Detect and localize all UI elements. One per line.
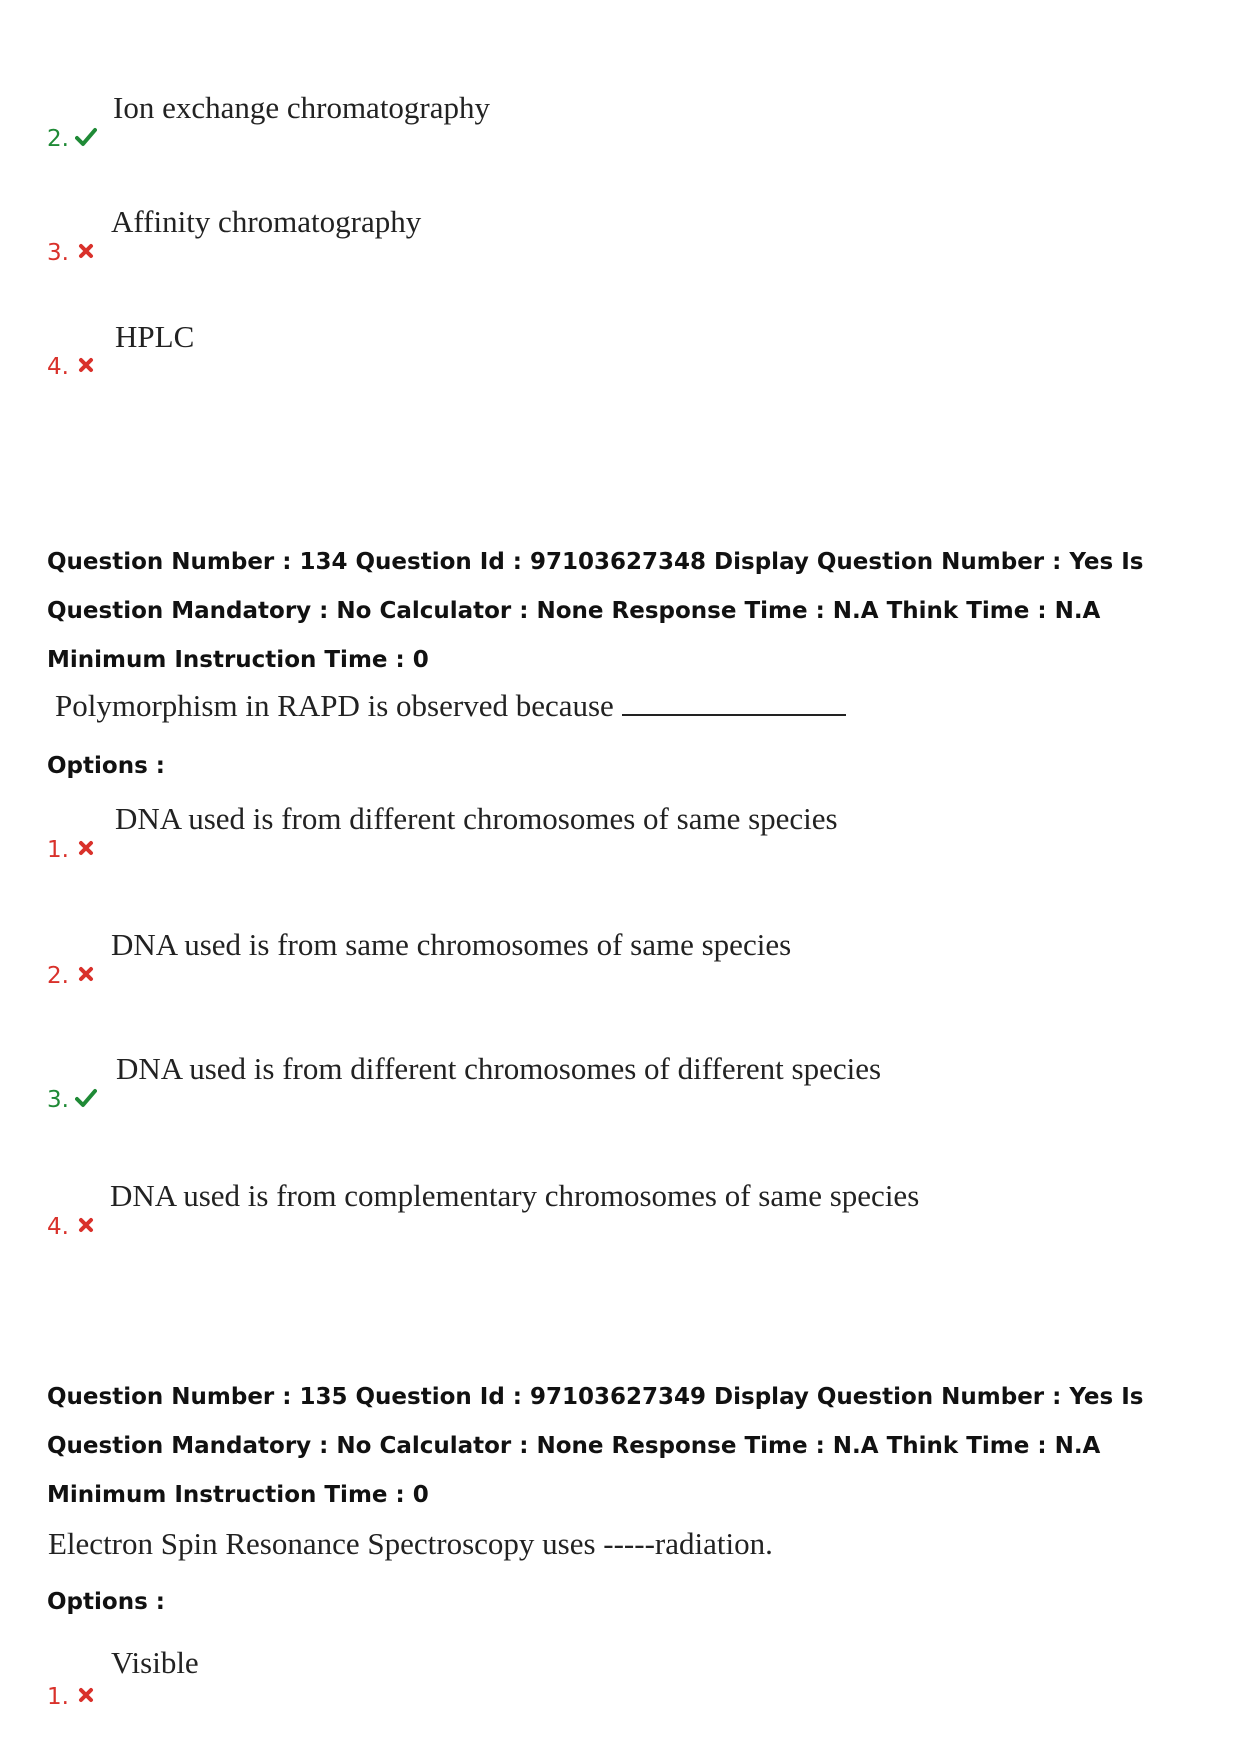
question-text: [55, 688, 846, 724]
cross-icon: [75, 1214, 97, 1236]
option-number: 3.: [47, 240, 69, 266]
cross-icon: [75, 837, 97, 859]
cross-icon: [75, 1684, 97, 1706]
cross-icon: [75, 354, 97, 376]
option-number: 4.: [47, 1214, 69, 1240]
question-header: Question Number : 135 Question Id : 97103627349 Display Question Number : Yes Is Question Mandatory : No Calculator : None Response Time : N.A Think Time : N.A Minimum Instruction Time : 0: [47, 1384, 1144, 1508]
option-number: 1.: [47, 1684, 69, 1710]
option-number: 4.: [47, 354, 69, 380]
question-text-content: Polymorphism in RAPD is observed because: [55, 688, 614, 723]
option-number: 2.: [47, 126, 69, 152]
cross-icon: [75, 963, 97, 985]
option-text: Visible: [111, 1645, 199, 1680]
check-icon: [75, 126, 97, 148]
option-text: Ion exchange chromatography: [113, 90, 491, 125]
option-text: DNA used is from different chromosomes of same species: [115, 801, 838, 836]
option-number: 2.: [47, 963, 69, 989]
check-icon: [75, 1087, 97, 1109]
options-label: Options :: [47, 753, 165, 779]
cross-icon: [75, 240, 97, 262]
question-text: Electron Spin Resonance Spectroscopy uses -----radiation.: [48, 1526, 773, 1561]
options-label: Options :: [47, 1589, 165, 1615]
option-number: 1.: [47, 837, 69, 863]
option-text: Affinity chromatography: [111, 204, 422, 239]
option-text: DNA used is from different chromosomes of different species: [116, 1051, 882, 1086]
option-number: 3.: [47, 1087, 69, 1113]
option-text: DNA used is from complementary chromosomes of same species: [110, 1178, 920, 1213]
answer-blank: [622, 688, 846, 716]
question-header: Question Number : 134 Question Id : 97103627348 Display Question Number : Yes Is Question Mandatory : No Calculator : None Response Time : N.A Think Time : N.A Minimum Instruction Time : 0: [47, 549, 1144, 673]
option-text: DNA used is from same chromosomes of same species: [111, 927, 792, 962]
option-text: HPLC: [115, 319, 195, 354]
